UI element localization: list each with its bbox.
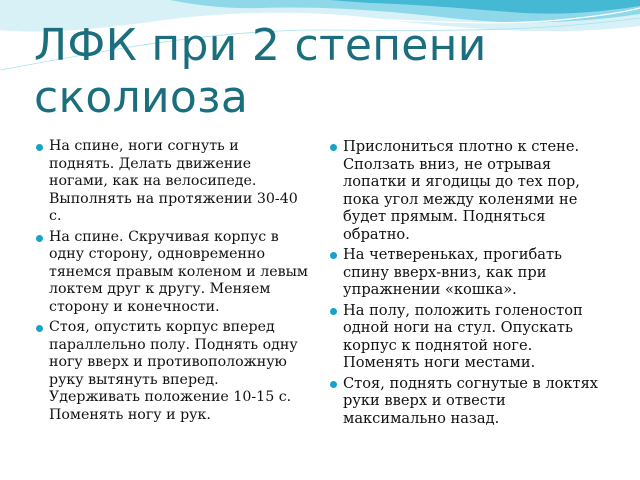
left-bullet-list <box>36 138 308 427</box>
list-item-text: На спине. Скручивая корпус в одну сторону, одновременно тянемся правым коленом и левым локтем друг к другу. Меняем сторону и конечности. <box>49 228 308 315</box>
right-bullet-list <box>330 138 612 430</box>
bullet-dot-icon <box>36 325 43 332</box>
list-item-text: На четвереньках, прогибать спину вверх-вниз, как при упражнении «кошка». <box>343 246 562 298</box>
list-item <box>36 229 308 317</box>
list-item-text: На полу, положить голеностоп одной ноги на стул. Опускать корпус к поднятой ноге. Поменять ноги местами. <box>343 301 583 371</box>
bullet-dot-icon <box>36 144 43 151</box>
list-item-text: Стоя, опустить корпус вперед параллельно полу. Поднять одну ногу вверх и противоположную руку вытянуть вперед. Удерживать положение 10-15 с. Поменять ногу и рук. <box>49 319 298 423</box>
bullet-dot-icon <box>36 235 43 242</box>
list-item-text: На спине, ноги согнуть и поднять. Делать движение ногами, как на велосипеде. Выполнять на протяжении 30-40 с. <box>49 138 298 224</box>
list-item <box>36 138 308 226</box>
bullet-dot-icon <box>330 252 337 259</box>
list-item-text: Прислониться плотно к стене. Сползать вниз, не отрывая лопатки и ягодицы до тех пор, пока угол между коленями не будет прямым. Подняться обратно. <box>343 138 580 243</box>
list-item <box>330 302 612 372</box>
list-item <box>330 246 612 299</box>
list-item <box>330 375 612 428</box>
list-item <box>36 319 308 424</box>
bullet-dot-icon <box>330 381 337 388</box>
slide-title: ЛФК при 2 степени сколиоза <box>34 20 487 123</box>
list-item <box>330 138 612 243</box>
bullet-dot-icon <box>330 308 337 315</box>
bullet-dot-icon <box>330 144 337 151</box>
list-item-text: Стоя, поднять согнутые в локтях руки вверх и отвести максимально назад. <box>343 374 599 427</box>
